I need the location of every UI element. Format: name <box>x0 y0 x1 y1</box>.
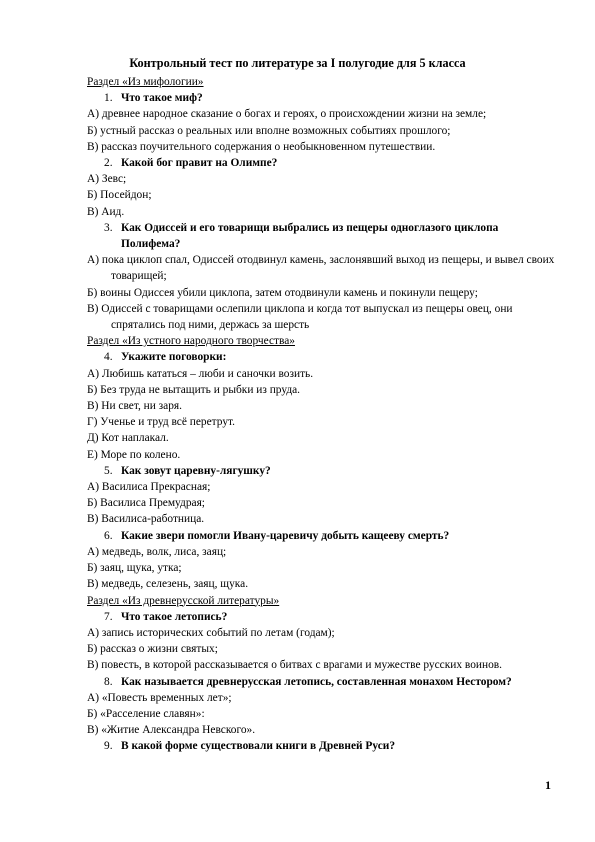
question-text: В какой форме существовали книги в Древней Руси? <box>121 740 396 753</box>
answer-option: В) Аид. <box>87 205 125 218</box>
question-text: Какие звери помогли Ивану-царевичу добыть кащееву смерть? <box>121 529 450 542</box>
question <box>87 609 557 625</box>
answer-option: Д) Кот наплакал. <box>87 432 169 445</box>
answer-option: В) Одиссей с товарищами ослепили циклопа и когда тот выпускал из пещеры овец, они спрятались под ними, держась за шерсть <box>87 302 513 332</box>
answer-option: В) «Житие Александра Невского». <box>87 724 256 737</box>
answer-option: А) «Повесть временных лет»; <box>87 691 232 704</box>
question-text: Что такое миф? <box>121 92 203 105</box>
question-number: 5. <box>104 464 113 477</box>
document-title: Контрольный тест по литературе за I полугодие для 5 класса <box>129 56 466 70</box>
answer-option: Б) заяц, щука, утка; <box>87 562 182 575</box>
page-number: 1 <box>545 778 551 792</box>
answer-option: А) медведь, волк, лиса, заяц; <box>87 545 227 558</box>
question-number: 4. <box>104 351 113 364</box>
answer-option: А) Зевс; <box>87 173 127 186</box>
question-number: 1. <box>104 92 113 105</box>
question-number: 8. <box>104 675 113 688</box>
answer-option: В) Ни свет, ни заря. <box>87 400 183 413</box>
question-text: Как Одиссей и его товарищи выбрались из пещеры одноглазого циклопа Полифема? <box>121 221 499 251</box>
answer-option: Е) Море по колено. <box>87 448 181 461</box>
answer-option: В) медведь, селезень, заяц, щука. <box>87 578 249 591</box>
answer-option: А) Любишь кататься – люби и саночки возить. <box>87 367 314 380</box>
answer-option: Г) Ученье и труд всё перетрут. <box>87 416 235 429</box>
question <box>87 220 557 252</box>
question <box>87 674 557 690</box>
section-heading: Раздел «Из мифологии» <box>87 76 204 88</box>
question-text: Как называется древнерусская летопись, составленная монахом Нестором? <box>121 675 512 688</box>
answer-option: А) древнее народное сказание о богах и героях, о происхождении жизни на земле; <box>87 108 487 121</box>
question-text: Какой бог правит на Олимпе? <box>121 157 278 170</box>
question-number: 7. <box>104 610 113 623</box>
answer-option: Б) Без труда не вытащить и рыбки из пруда. <box>87 383 301 396</box>
answer-option: В) повесть, в которой рассказывается о битвах с врагами и мужестве русских воинов. <box>87 659 503 672</box>
section-heading: Раздел «Из устного народного творчества» <box>87 335 295 348</box>
question <box>87 155 557 171</box>
answer-option: А) запись исторических событий по летам (годам); <box>87 626 335 639</box>
section-heading: Раздел «Из древнерусской литературы» <box>87 594 280 607</box>
answer-option: В) Василиса-работница. <box>87 513 205 526</box>
question-text: Как зовут царевну-лягушку? <box>121 464 271 477</box>
question <box>87 90 557 106</box>
question-text: Укажите поговорки: <box>121 351 227 364</box>
answer-option: Б) рассказ о жизни святых; <box>87 643 218 656</box>
test-content <box>87 74 557 755</box>
question <box>87 463 557 479</box>
answer-option: Б) Василиса Премудрая; <box>87 497 205 510</box>
answer-option: А) Василиса Прекрасная; <box>87 481 211 494</box>
answer-option: В) рассказ поучительного содержания о необыкновенном путешествии. <box>87 140 436 153</box>
question-number: 6. <box>104 529 113 542</box>
question-number: 2. <box>104 157 113 170</box>
answer-option: Б) устный рассказ о реальных или вполне возможных событиях прошлого; <box>87 124 451 137</box>
question-number: 3. <box>104 221 113 234</box>
question <box>87 528 557 544</box>
question-text: Что такое летопись? <box>121 610 228 623</box>
answer-option: А) пока циклоп спал, Одиссей отодвинул камень, заслонявший выход из пещеры, и вывел своих товарищей; <box>87 254 555 283</box>
question-number: 9. <box>104 740 113 753</box>
question <box>87 738 557 754</box>
answer-option: Б) воины Одиссея убили циклопа, затем отодвинули камень и покинули пещеру; <box>87 286 478 299</box>
answer-option: Б) «Расселение славян»: <box>87 707 205 720</box>
question <box>87 349 557 365</box>
answer-option: Б) Посейдон; <box>87 189 152 202</box>
